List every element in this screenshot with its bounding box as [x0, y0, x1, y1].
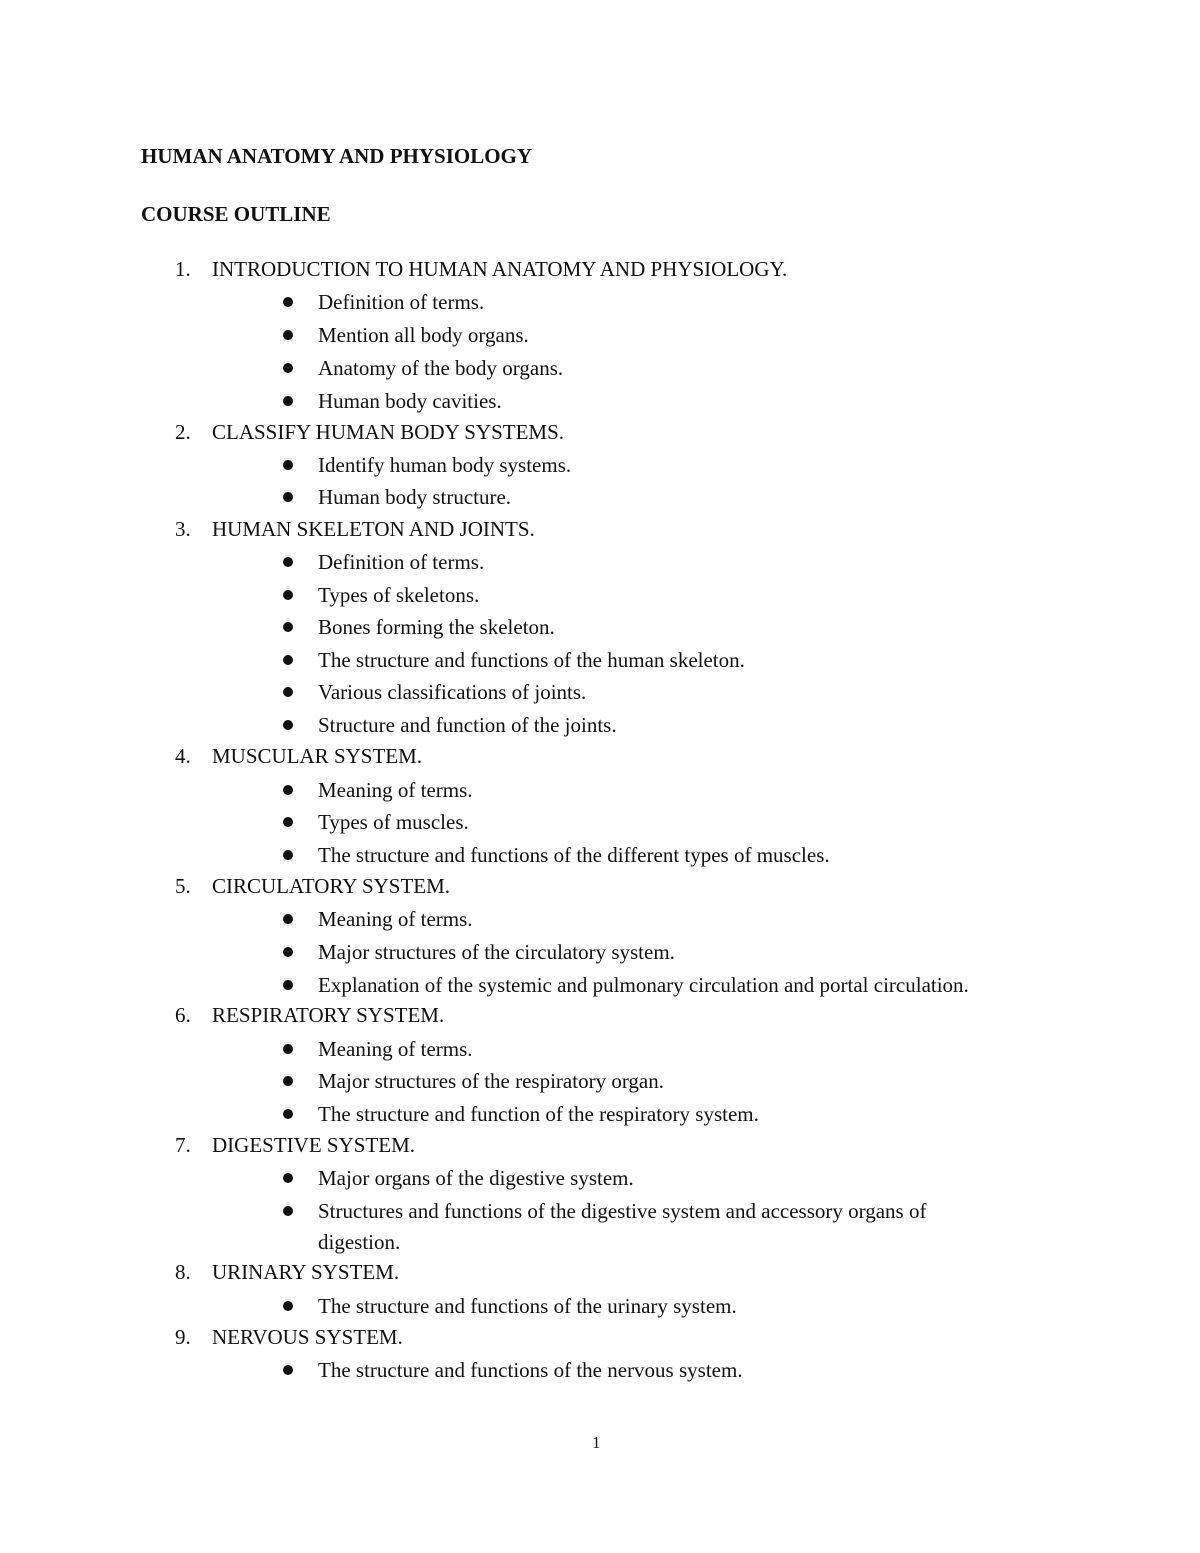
- section-heading: CLASSIFY HUMAN BODY SYSTEMS.: [212, 420, 565, 444]
- list-item-continuation: digestion.: [318, 1230, 401, 1254]
- bullet-dot: [283, 914, 293, 924]
- list-item: Human body cavities.: [318, 389, 502, 413]
- section-number: 2.: [175, 420, 191, 444]
- document-subtitle: COURSE OUTLINE: [141, 202, 331, 226]
- bullet-dot: [283, 1109, 293, 1119]
- list-item: Meaning of terms.: [318, 1037, 473, 1061]
- list-item: Meaning of terms.: [318, 907, 473, 931]
- section-heading: DIGESTIVE SYSTEM.: [212, 1133, 415, 1157]
- bullet-dot: [283, 590, 293, 600]
- section-number: 6.: [175, 1003, 191, 1027]
- bullet-dot: [283, 622, 293, 632]
- bullet-dot: [283, 396, 293, 406]
- list-item: Human body structure.: [318, 485, 512, 509]
- list-item: The structure and functions of the nervous system.: [318, 1358, 743, 1382]
- section-number: 8.: [175, 1260, 191, 1284]
- list-item: The structure and functions of the different types of muscles.: [318, 843, 830, 867]
- section-heading: INTRODUCTION TO HUMAN ANATOMY AND PHYSIOLOGY.: [212, 257, 788, 281]
- bullet-dot: [283, 850, 293, 860]
- bullet-dot: [283, 1044, 293, 1054]
- section-heading: HUMAN SKELETON AND JOINTS.: [212, 517, 535, 541]
- bullet-dot: [283, 1173, 293, 1183]
- list-item: The structure and functions of the human skeleton.: [318, 648, 745, 672]
- bullet-dot: [283, 817, 293, 827]
- bullet-dot: [283, 492, 293, 502]
- bullet-dot: [283, 1301, 293, 1311]
- bullet-dot: [283, 363, 293, 373]
- list-item: Meaning of terms.: [318, 778, 473, 802]
- section-number: 4.: [175, 744, 191, 768]
- bullet-dot: [283, 980, 293, 990]
- section-heading: MUSCULAR SYSTEM.: [212, 744, 423, 768]
- section-heading: URINARY SYSTEM.: [212, 1260, 400, 1284]
- section-number: 3.: [175, 517, 191, 541]
- bullet-dot: [283, 1365, 293, 1375]
- section-number: 9.: [175, 1325, 191, 1349]
- bullet-dot: [283, 655, 293, 665]
- page-number: 1: [592, 1433, 601, 1452]
- list-item: Bones forming the skeleton.: [318, 615, 555, 639]
- list-item: Identify human body systems.: [318, 453, 572, 477]
- bullet-dot: [283, 557, 293, 567]
- section-heading: RESPIRATORY SYSTEM.: [212, 1003, 445, 1027]
- section-number: 7.: [175, 1133, 191, 1157]
- list-item: Types of skeletons.: [318, 583, 480, 607]
- bullet-dot: [283, 1206, 293, 1216]
- bullet-dot: [283, 947, 293, 957]
- list-item: Definition of terms.: [318, 550, 485, 574]
- bullet-dot: [283, 687, 293, 697]
- list-item: Explanation of the systemic and pulmonary circulation and portal circulation.: [318, 973, 969, 997]
- list-item: Anatomy of the body organs.: [318, 356, 564, 380]
- list-item: Mention all body organs.: [318, 323, 529, 347]
- list-item: Definition of terms.: [318, 290, 485, 314]
- bullet-dot: [283, 1076, 293, 1086]
- list-item: Major organs of the digestive system.: [318, 1166, 634, 1190]
- bullet-dot: [283, 460, 293, 470]
- list-item: Major structures of the respiratory organ.: [318, 1069, 665, 1093]
- list-item: The structure and function of the respiratory system.: [318, 1102, 759, 1126]
- bullet-dot: [283, 785, 293, 795]
- document-title: HUMAN ANATOMY AND PHYSIOLOGY: [141, 144, 533, 168]
- list-item: Structures and functions of the digestive system and accessory organs of: [318, 1199, 927, 1223]
- list-item: Various classifications of joints.: [318, 680, 587, 704]
- bullet-dot: [283, 330, 293, 340]
- bullet-dot: [283, 297, 293, 307]
- list-item: Major structures of the circulatory system.: [318, 940, 675, 964]
- section-heading: CIRCULATORY SYSTEM.: [212, 874, 451, 898]
- list-item: Structure and function of the joints.: [318, 713, 617, 737]
- section-number: 1.: [175, 257, 191, 281]
- bullet-dot: [283, 720, 293, 730]
- section-heading: NERVOUS SYSTEM.: [212, 1325, 403, 1349]
- list-item: The structure and functions of the urinary system.: [318, 1294, 737, 1318]
- list-item: Types of muscles.: [318, 810, 469, 834]
- section-number: 5.: [175, 874, 191, 898]
